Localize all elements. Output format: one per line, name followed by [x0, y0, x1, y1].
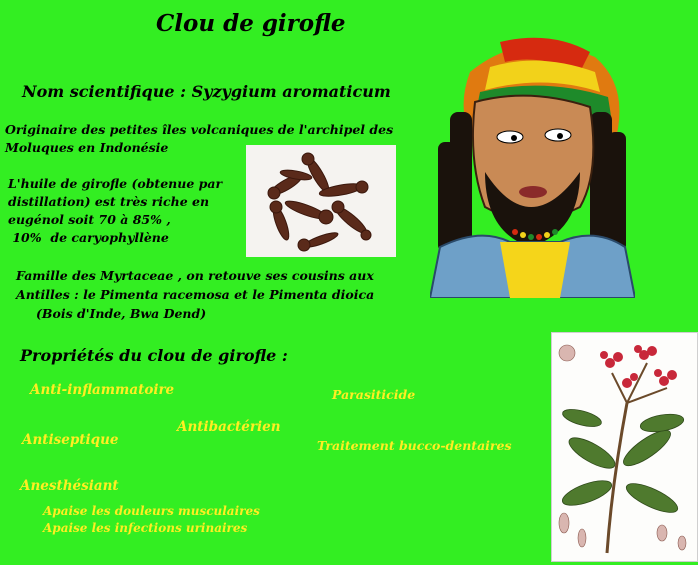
- page-title: Clou de girofle: [156, 10, 346, 37]
- oil-line: 10% de caryophyllène: [8, 230, 169, 245]
- property-anesthesiant: Anesthésiant: [20, 478, 119, 494]
- family-line: Antilles : le Pimenta racemosa et le Pimenta dioica: [16, 287, 375, 302]
- origin-text: Originaire des petites îles volcaniques de l'archipel des Moluques en Indonésie: [5, 122, 394, 155]
- family-line: (Bois d'Inde, Bwa Dend): [36, 306, 207, 321]
- family-line: Famille des Myrtaceae , on retouve ses cousins aux: [16, 268, 374, 283]
- scientific-name: Nom scientifique : Syzygium aromaticum: [22, 82, 391, 101]
- property-bucco-dentaires: Traitement bucco-dentaires: [317, 438, 512, 453]
- family-text: [16, 266, 416, 323]
- property-apaise-infections: Apaise les infections urinaires: [43, 521, 248, 535]
- property-apaise-douleurs: Apaise les douleurs musculaires: [43, 504, 260, 518]
- rasta-character-illustration: [430, 32, 635, 298]
- oil-composition-text: [8, 175, 253, 247]
- oil-line: eugénol soit 70 à 85% ,: [8, 212, 171, 227]
- clove-plant-botanical-illustration: [551, 332, 698, 562]
- property-antiseptique: Antiseptique: [22, 432, 119, 448]
- oil-line: L'huile de girofle (obtenue par: [8, 176, 223, 191]
- oil-line: distillation) est très riche en: [8, 194, 210, 209]
- properties-title: Propriétés du clou de girofle :: [20, 346, 288, 365]
- property-parasiticide: Parasiticide: [332, 387, 416, 402]
- property-antibacterien: Antibactérien: [177, 419, 281, 435]
- property-anti-inflammatoire: Anti-inflammatoire: [30, 382, 175, 398]
- cloves-photo: [246, 145, 396, 257]
